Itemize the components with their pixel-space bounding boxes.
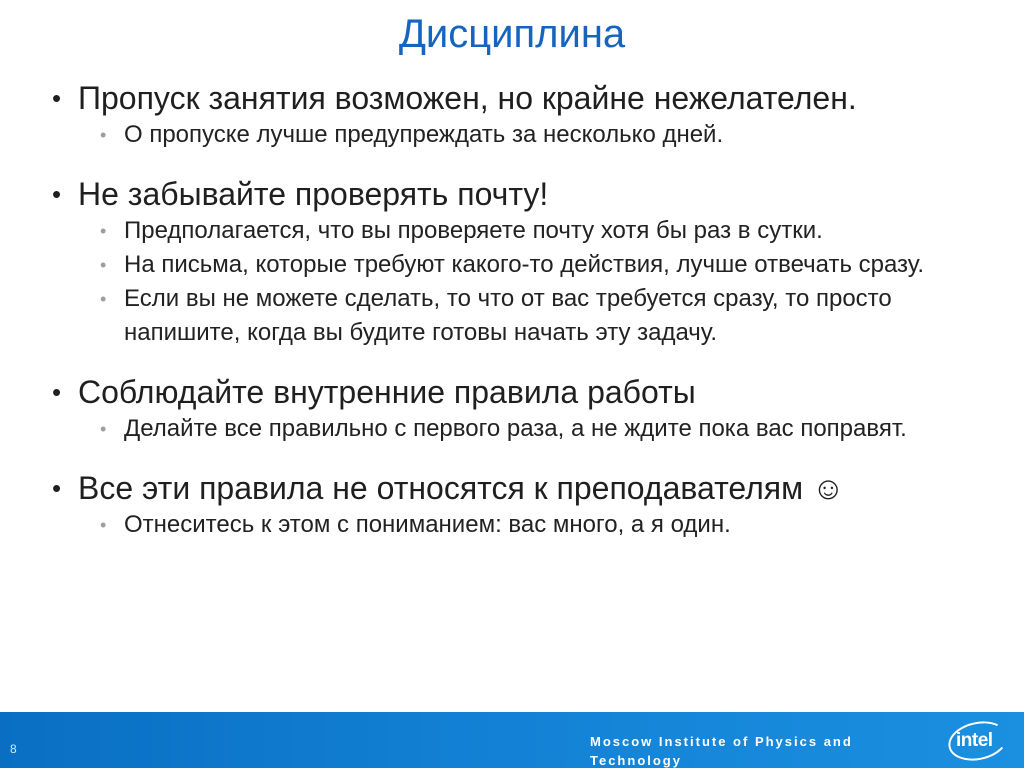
sub-bullet-marker: • [100, 289, 107, 309]
sub-bullet-item [52, 412, 982, 446]
bullet-marker: • [52, 377, 62, 407]
bullet-item [52, 468, 982, 508]
bullet-text: Пропуск занятия возможен, но крайне нежелателен. [78, 80, 857, 116]
bullet-text: Все эти правила не относятся к преподавателям ☺ [78, 470, 845, 506]
sub-bullet-text: Предполагается, что вы проверяете почту хотя бы раз в сутки. [124, 217, 823, 244]
sub-bullet-item [52, 508, 982, 542]
sub-bullet-marker: • [100, 515, 107, 535]
bullet-marker: • [52, 179, 62, 209]
organization-name: Moscow Institute of Physics and Technology [590, 734, 853, 768]
sub-bullet-text: Делайте все правильно с первого раза, а не ждите пока вас поправят. [124, 415, 907, 442]
sub-bullet-text: На письма, которые требуют какого-то действия, лучше отвечать сразу. [124, 251, 925, 278]
sub-bullet-marker: • [100, 255, 107, 275]
sub-bullet-item [52, 214, 982, 248]
footer-bar [0, 712, 1024, 768]
sub-bullet-marker: • [100, 221, 107, 241]
logo-wordmark: intel [956, 730, 993, 751]
bullet-text: Соблюдайте внутренние правила работы [78, 374, 696, 410]
bullet-item [52, 372, 982, 412]
sub-bullet-marker: • [100, 419, 107, 439]
sub-bullet-text: Отнеситесь к этом с пониманием: вас много, а я один. [124, 511, 731, 538]
bullet-list [52, 78, 982, 542]
sub-bullet-item [52, 118, 982, 152]
bullet-text: Не забывайте проверять почту! [78, 176, 549, 212]
bullet-item [52, 78, 982, 118]
page-number: 8 [10, 742, 17, 756]
sub-bullet-marker: • [100, 125, 107, 145]
sub-bullet-text: О пропуске лучше предупреждать за несколько дней. [124, 121, 724, 148]
sub-bullet-text: Если вы не можете сделать, то что от вас требуется сразу, то просто напишите, когда вы будите готовы начать эту задачу. [124, 285, 892, 346]
bullet-marker: • [52, 83, 62, 113]
slide-title: Дисциплина [398, 12, 626, 56]
sub-bullet-item [52, 248, 982, 282]
bullet-marker: • [52, 473, 62, 503]
intel-logo [948, 722, 1010, 760]
bullet-item [52, 174, 982, 214]
sub-bullet-item [52, 282, 982, 350]
